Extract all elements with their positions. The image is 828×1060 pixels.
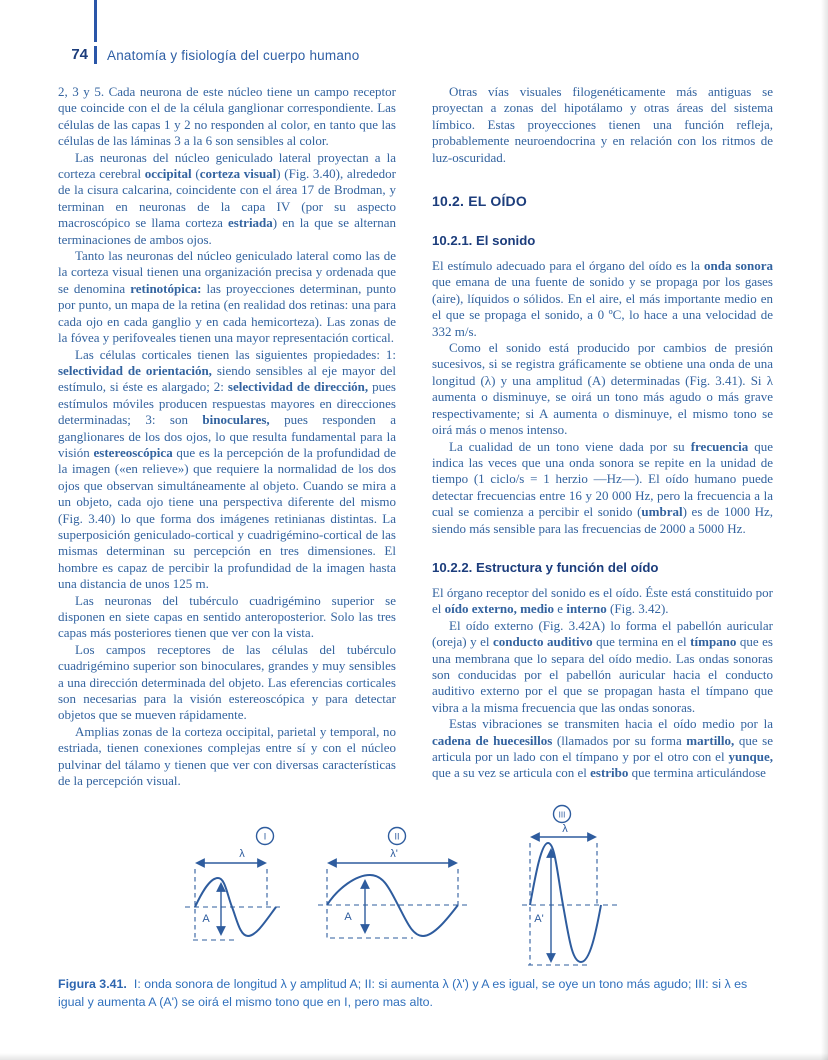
svg-text:II: II [394, 831, 400, 842]
right-column [432, 84, 773, 802]
wavelength-label: λ [562, 823, 568, 835]
paragraph: Amplias zonas de la corteza occipital, parietal y temporal, no estriada, tienen conexiones complejas entre sí y con el núcleo pulvinar del tálamo y tienen que ver con diversas características de la percepción visual. [58, 723, 396, 789]
page-edge-shadow-bottom [0, 1053, 828, 1060]
section-heading: 10.2.2. Estructura y función del oído [432, 559, 659, 575]
wave-diagram-2 [318, 826, 470, 948]
running-title: Anatomía y fisiología del cuerpo humano [107, 48, 360, 63]
paragraph: Las neuronas del tubérculo cuadrigémino superior se disponen en siete capas en sentido anteroposterior. Solo las tres capas más posteriores tienen que ver con la vista. [58, 592, 396, 641]
svg-text:III: III [558, 810, 566, 820]
wave-numeral-circle [389, 828, 406, 845]
paragraph: La cualidad de un tono viene dada por su frecuencia que indica las veces que una onda sonora se repite en la unidad de tiempo (1 ciclo/s = 1 herzio —Hz—). El oído humano puede detectar frecuencias entre 16 y 20 000 Hz, pero la frecuencia a la cual se comienza a percibir el sonido (umbral) es de 1000 Hz, siendo más sensible para las frecuencias de 2000 a 5000 Hz. [432, 438, 773, 536]
paragraph: El oído externo (Fig. 3.42A) lo forma el pabellón auricular (oreja) y el conducto auditivo que termina en el tímpano que es una membrana que lo separa del oído medio. Las ondas sonoras son conducidas por el pabellón auricular hacia el conducto auditivo externo por el que se propagan hasta el tímpano que vibra a la misma frecuencia que las ondas sonoras. [432, 617, 773, 715]
wavelength-label: λ [239, 848, 245, 860]
wave-diagram-3 [515, 804, 631, 976]
wave-numeral-circle [554, 806, 571, 823]
figure-caption [58, 976, 776, 1011]
amplitude-label: A [344, 911, 352, 923]
header-separator [94, 46, 97, 64]
amplitude-label: A' [534, 913, 544, 925]
paragraph: Los campos receptores de las células del tubérculo cuadrigémino superior son binoculares, grandes y muy sensibles a una dirección determinada del objeto. Las eferencias corticales son necesarias para la visión estereoscópica y para detectar objetos que se mueven rápidamente. [58, 641, 396, 723]
caption-text: I: onda sonora de longitud λ y amplitud A; II: si aumenta λ (λ') y A es igual, se oye un tono más agudo; III: si λ es igual y aumenta A (A') se oirá el mismo tono que en I, pero mas alto. [58, 977, 748, 1009]
amplitude-label: A [202, 913, 210, 925]
section-heading: 10.2. EL OÍDO [432, 193, 527, 210]
paragraph: Estas vibraciones se transmiten hacia el oído medio por la cadena de huecesillos (llamados por su forma martillo, que se articula por un lado con el tímpano y por el otro con el yunque, que a su vez se articula con el estribo que termina articulándose [432, 716, 773, 781]
wave-curve [530, 843, 601, 962]
caption-label: Figura 3.41. [58, 977, 127, 991]
left-column [58, 84, 396, 802]
paragraph: Otras vías visuales filogenéticamente más antiguas se proyectan a zonas del hipotálamo y otras áreas del sistema límbico. Estas proyecciones tienen una función refleja, probablemente neuroendocrina y en relación con los ritmos de luz-oscuridad. [432, 84, 773, 165]
paragraph: Las células corticales tienen las siguientes propiedades: 1: selectividad de orientación, siendo sensibles al eje mayor del estímulo, si éste es alargado; 2: selectividad de dirección, pues estímulos móviles producen respuestas mayores en direcciones determinadas; 3: son binoculares, pues responden a ganglionares de los dos ojos, lo que resulta fundamental para la visión estereoscópica que es la percepción de la profundidad de la imagen («en relieve») que requiere la normalidad de los dos ojos que observan simultáneamente al objeto. Cuando se mira a un objeto, cada ojo tiene una perspectiva diferente del mismo (Fig. 3.40) lo que forma dos imágenes retinianas distintas. La superposición geniculado-cortical y cuadrigémino-cortical de las mismas determinan su percepción en tres dimensiones. El hombre es capaz de percibir la profundidad de la imagen hasta una distancia de unos 125 m. [58, 346, 396, 592]
svg-text:I: I [263, 831, 267, 842]
paragraph: 2, 3 y 5. Cada neurona de este núcleo tiene un campo receptor que coincide con el de la célula ganglionar correspondiente. Las células de las capas 1 y 2 no responden al color, en tanto que las células de las láminas 3 a la 6 son sensibles al color. [58, 84, 396, 149]
wave-diagram-1 [180, 826, 312, 948]
page-edge-shadow-right [821, 0, 828, 1060]
paragraph: El estímulo adecuado para el órgano del oído es la onda sonora que emana de una fuente de sonido y se propaga por los gases (aire), líquidos o sólidos. En el aire, el más importante medio en el que se propaga el sonido, a 0 ºC, lo hace a una velocidad de 332 m/s. [432, 258, 773, 339]
wavelength-label: λ' [390, 848, 398, 860]
section-heading: 10.2.1. El sonido [432, 233, 536, 249]
paragraph: Como el sonido está producido por cambios de presión sucesivos, si se registra gráficamente se obtiene una onda de una longitud (λ) y una amplitud (A) determinadas (Fig. 3.41). Si λ aumenta o disminuye, se oirá un tono más agudo o más grave respectivamente; si A aumenta o disminuye, el mismo tono se oirá más o menos intenso. [432, 340, 773, 438]
paragraph: Las neuronas del núcleo geniculado lateral proyectan a la corteza cerebral occipital (corteza visual) (Fig. 3.40), alrededor de la cisura calcarina, coincidente con el área 17 de Brodman, y terminan en neuronas de la capa IV (por su aspecto macroscópico se llama corteza estriada) en la que se alternan terminaciones de ambos ojos. [58, 149, 396, 247]
paragraph: Tanto las neuronas del núcleo geniculado lateral como las de la corteza visual tienen una organización precisa y ordenada que se denomina retinotópica: las proyecciones determinan, punto por punto, un mapa de la retina (en realidad dos retinas: una para cada ojo en cada ganglio y en cada hemicorteza). Las zonas de la fóvea y perifoveales tienen una mayor representación cortical. [58, 248, 396, 346]
top-edge-tick [94, 0, 97, 42]
wave-numeral-circle [257, 828, 274, 845]
page-number: 74 [71, 46, 88, 63]
paragraph: El órgano receptor del sonido es el oído. Éste está constituido por el oído externo, medio e interno (Fig. 3.42). [432, 584, 773, 617]
